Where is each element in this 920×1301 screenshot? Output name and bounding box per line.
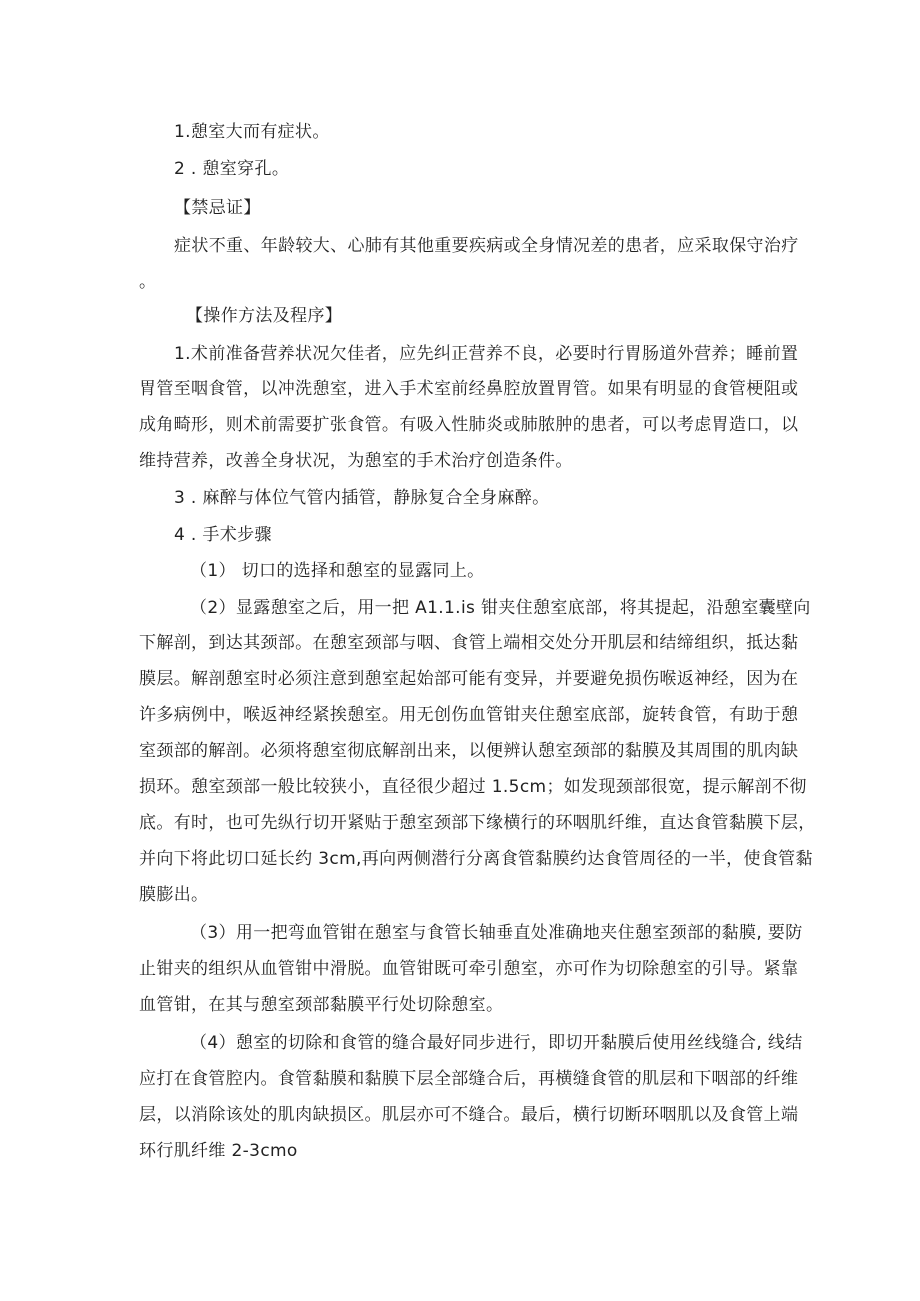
step-2-line-7: 底。有时，也可先纵行切开紧贴于憩室颈部下缘横行的环咽肌纤维，直达食管黏膜下层，	[139, 813, 816, 833]
step-3-line-2: 止钳夹的组织从血管钳中滑脱。血管钳既可牵引憩室，亦可作为切除憩室的引导。紧靠	[139, 959, 799, 979]
anesthesia-item: 3 . 麻醉与体位气管内插管，静脉复合全身麻醉。	[174, 488, 550, 508]
contraindication-text-end: 。	[139, 272, 157, 292]
step-3-line-3: 血管钳，在其与憩室颈部黏膜平行处切除憩室。	[139, 995, 504, 1015]
step-2-line-8: 并向下将此切口延长约 3cm,再向两侧潜行分离食管黏膜约达食管周径的一半，使食管黏	[139, 849, 813, 869]
step-2-line-6: 损环。憩室颈部一般比较狭小，直径很少超过 1.5cm；如发现颈部很宽，提示解剖不彻	[139, 777, 807, 797]
step-4-line-4: 环行肌纤维 2-3cmo	[139, 1141, 298, 1161]
preop-paragraph-line-2: 胃管至咽食管，以冲洗憩室，进入手术室前经鼻腔放置胃管。如果有明显的食管梗阻或	[139, 379, 799, 399]
procedure-heading: 【操作方法及程序】	[186, 306, 343, 326]
step-2-line-3: 膜层。解剖憩室时必须注意到憩室起始部可能有变异，并要避免损伤喉返神经，因为在	[139, 669, 799, 689]
preop-paragraph-line-4: 维持营养，改善全身状况，为憩室的手术治疗创造条件。	[139, 451, 573, 471]
step-2-line-4: 许多病例中，喉返神经紧挨憩室。用无创伤血管钳夹住憩室底部，旋转食管，有助于憩	[139, 705, 799, 725]
contraindication-text: 症状不重、年龄较大、心肺有其他重要疾病或全身情况差的患者，应采取保守治疗	[174, 236, 799, 256]
surgery-steps-heading: 4 . 手术步骤	[174, 525, 272, 545]
step-2-line-9: 膜膨出。	[139, 885, 209, 905]
step-4-line-3: 层，以消除该处的肌肉缺损区。肌层亦可不缝合。最后，横行切断环咽肌以及食管上端	[139, 1105, 799, 1125]
contraindication-heading: 【禁忌证】	[174, 198, 261, 218]
step-2-line-2: 下解剖，到达其颈部。在憩室颈部与咽、食管上端相交处分开肌层和结缔组织，抵达黏	[139, 633, 799, 653]
preop-paragraph-line-3: 成角畸形，则术前需要扩张食管。有吸入性肺炎或肺脓肿的患者，可以考虑胃造口，以	[139, 415, 799, 435]
step-2-line-5: 室颈部的解剖。必须将憩室彻底解剖出来，以便辨认憩室颈部的黏膜及其周围的肌肉缺	[139, 741, 799, 761]
step-3-line-1: （3）用一把弯血管钳在憩室与食管长轴垂直处准确地夹住憩室颈部的黏膜, 要防	[190, 923, 803, 943]
step-1: （1） 切口的选择和憩室的显露同上。	[190, 561, 485, 581]
step-4-line-1: （4）憩室的切除和食管的缝合最好同步进行，即切开黏膜后使用丝线缝合, 线结	[190, 1033, 803, 1053]
indication-item-1: 1.憩室大而有症状。	[174, 122, 330, 142]
preop-paragraph-line-1: 1.术前准备营养状况欠佳者，应先纠正营养不良，必要时行胃肠道外营养；睡前置	[174, 344, 799, 364]
step-2-line-1: （2）显露憩室之后，用一把 A1.1.is 钳夹住憩室底部，将其提起，沿憩室囊壁向	[190, 598, 811, 618]
step-4-line-2: 应打在食管腔内。食管黏膜和黏膜下层全部缝合后，再横缝食管的肌层和下咽部的纤维	[139, 1069, 799, 1089]
indication-item-2: 2 . 憩室穿孔。	[174, 159, 290, 179]
